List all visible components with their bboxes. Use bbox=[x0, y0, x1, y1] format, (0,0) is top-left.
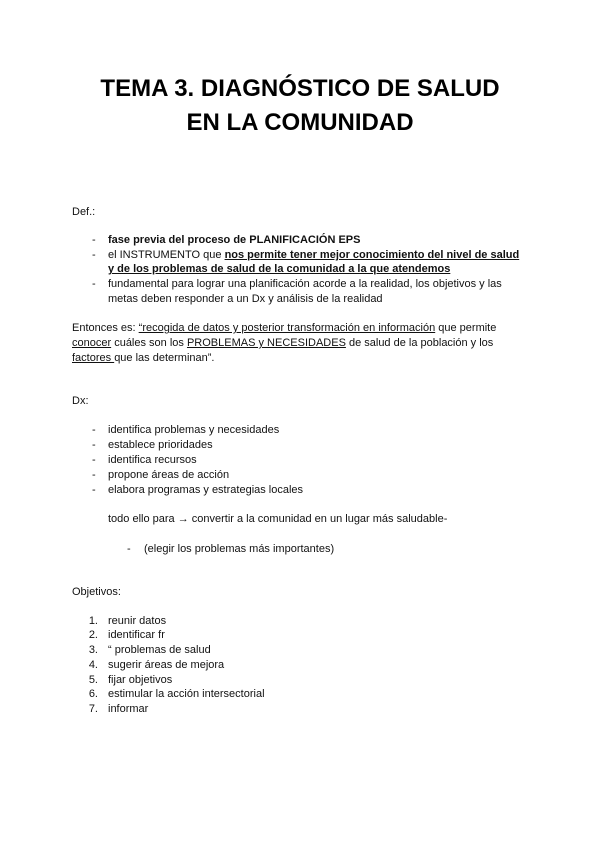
def-label: Def.: bbox=[72, 206, 96, 218]
def-item-3-line-1: fundamental para lograr una planificación acorde a la realidad, los objetivos y las bbox=[108, 278, 502, 290]
objetivo-item: reunir datos bbox=[108, 615, 167, 627]
def-item-3-line-2: metas deben responder a un Dx y análisis de la realidad bbox=[108, 293, 383, 305]
bullet-dash: - bbox=[92, 439, 96, 451]
objetivo-item: “ problemas de salud bbox=[108, 644, 211, 656]
bullet-dash: - bbox=[92, 424, 96, 436]
dx-item: establece prioridades bbox=[108, 439, 213, 451]
list-number: 5. bbox=[88, 674, 98, 686]
def-item-2-highlight-a: nos permite tener mejor conocimiento del nivel de salud bbox=[224, 249, 520, 261]
title-line-2: EN LA COMUNIDAD bbox=[186, 109, 414, 136]
objetivo-item: informar bbox=[108, 703, 149, 715]
bullet-dash: - bbox=[92, 234, 96, 246]
list-number: 1. bbox=[88, 615, 98, 627]
def-item-1: fase previa del proceso de PLANIFICACIÓN EPS bbox=[108, 234, 361, 246]
dx-label: Dx: bbox=[72, 395, 89, 407]
def-item-2-highlight-b: y de los problemas de salud de la comunidad a la que atendemos bbox=[108, 263, 451, 275]
dx-item: identifica problemas y necesidades bbox=[108, 424, 280, 436]
entonces-text-3: cuáles son los bbox=[111, 337, 187, 349]
entonces-factores: factores bbox=[72, 352, 115, 364]
entonces-quote-underlined: “recogida de datos y posterior transformación en información bbox=[138, 322, 436, 334]
entonces-text-5: que las determinan”. bbox=[114, 352, 215, 364]
entonces-prefix: Entonces es: bbox=[72, 322, 139, 334]
entonces-line-3 bbox=[72, 351, 214, 366]
entonces-line-2 bbox=[72, 336, 493, 351]
objetivo-item: identificar fr bbox=[108, 629, 165, 641]
bullet-dash: - bbox=[92, 469, 96, 481]
bullet-dash: - bbox=[92, 454, 96, 466]
bullet-dash: - bbox=[92, 484, 96, 496]
entonces-text-2: que permite bbox=[435, 322, 497, 334]
dx-item: identifica recursos bbox=[108, 454, 197, 466]
objetivo-item: estimular la acción intersectorial bbox=[108, 688, 265, 700]
list-number: 7. bbox=[88, 703, 98, 715]
dx-sub-item: (elegir los problemas más importantes) bbox=[144, 543, 335, 555]
list-number: 4. bbox=[88, 659, 98, 671]
page-title bbox=[0, 72, 600, 140]
dx-item: elabora programas y estrategias locales bbox=[108, 484, 304, 496]
objetivos-label: Objetivos: bbox=[72, 586, 121, 598]
title-line-1: TEMA 3. DIAGNÓSTICO DE SALUD bbox=[100, 75, 500, 102]
dx-todo-line: todo ello para → convertir a la comunidad en un lugar más saludable- bbox=[108, 513, 448, 525]
entonces-problemas: PROBLEMAS y NECESIDADES bbox=[186, 337, 346, 349]
objetivo-item: fijar objetivos bbox=[108, 674, 173, 686]
def-item-2-line-1 bbox=[108, 248, 519, 263]
bullet-dash: - bbox=[92, 278, 96, 290]
def-item-2-prefix: el INSTRUMENTO que bbox=[108, 249, 225, 261]
entonces-line-1 bbox=[72, 321, 496, 336]
bullet-dash: - bbox=[92, 249, 96, 261]
list-number: 6. bbox=[88, 688, 98, 700]
bullet-dash: - bbox=[127, 543, 131, 555]
entonces-conocer: conocer bbox=[72, 337, 112, 349]
list-number: 2. bbox=[88, 629, 98, 641]
objetivo-item: sugerir áreas de mejora bbox=[108, 659, 225, 671]
entonces-text-4: de salud de la población y los bbox=[345, 337, 494, 349]
list-number: 3. bbox=[88, 644, 98, 656]
dx-item: propone áreas de acción bbox=[108, 469, 230, 481]
